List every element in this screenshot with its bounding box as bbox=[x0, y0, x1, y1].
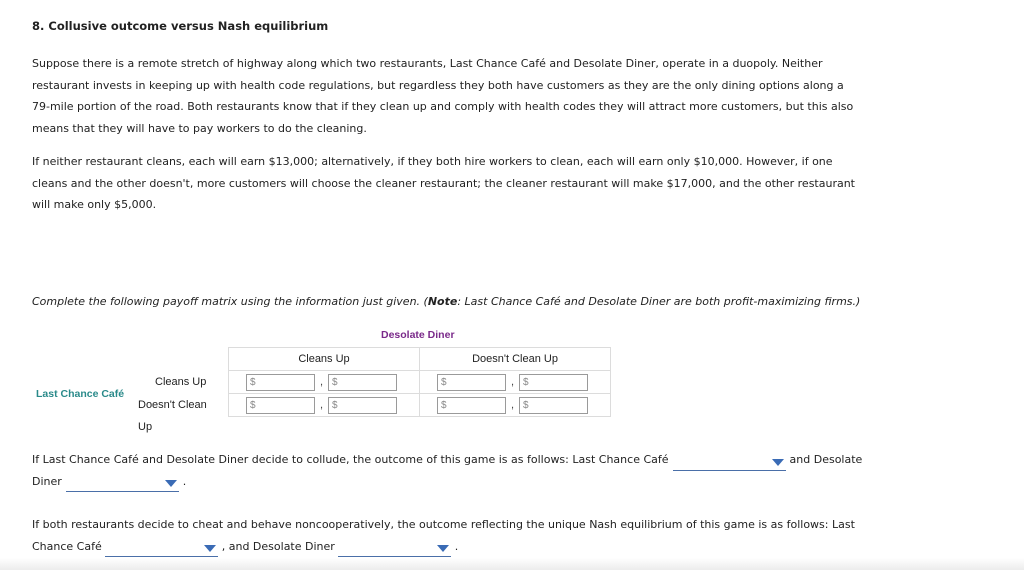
row-strategy-cleans-up: Cleans Up bbox=[155, 376, 207, 388]
payoff-input-row-cleans-col-doesnt-desolate[interactable]: $ bbox=[519, 374, 588, 391]
column-strategy-cleans-up: Cleans Up bbox=[229, 348, 420, 371]
column-player-label: Desolate Diner bbox=[381, 329, 455, 341]
payoff-input-row-doesnt-col-cleans-last-chance[interactable]: $ bbox=[246, 397, 315, 414]
cell-cleans-cleans: $ , $ bbox=[229, 371, 420, 394]
nash-desolate-dropdown[interactable] bbox=[338, 542, 451, 557]
nash-text-a: If both restaurants decide to cheat and behave noncooperatively, the outcome reflecting the unique Nash equilibrium of this game is as follows: Last Chance Café bbox=[32, 518, 855, 553]
matrix-instruction bbox=[32, 295, 860, 308]
note-label: Note bbox=[427, 295, 458, 308]
payoff-input-row-doesnt-col-doesnt-last-chance[interactable]: $ bbox=[437, 397, 506, 414]
bottom-edge-shadow bbox=[0, 558, 1024, 570]
payoff-input-row-doesnt-col-doesnt-desolate[interactable]: $ bbox=[519, 397, 588, 414]
payoff-input-row-cleans-col-cleans-last-chance[interactable]: $ bbox=[246, 374, 315, 391]
payoff-input-row-doesnt-col-cleans-desolate[interactable]: $ bbox=[328, 397, 397, 414]
cell-doesnt-cleans: $ , $ bbox=[229, 394, 420, 417]
note-text: : Last Chance Café and Desolate Diner are both profit-maximizing firms.) bbox=[457, 295, 861, 308]
collusion-last-chance-dropdown[interactable] bbox=[673, 456, 786, 471]
nash-last-chance-dropdown[interactable] bbox=[105, 542, 218, 557]
instruction-prefix: Complete the following payoff matrix using the information just given. ( bbox=[32, 295, 428, 308]
question-title: 8. Collusive outcome versus Nash equilibrium bbox=[32, 19, 329, 33]
collusion-question bbox=[32, 449, 872, 492]
row-player-label: Last Chance Café bbox=[36, 388, 125, 400]
collusion-text-a: If Last Chance Café and Desolate Diner decide to collude, the outcome of this game is as follows: Last Chance Café bbox=[32, 453, 669, 466]
chevron-down-icon bbox=[772, 459, 784, 466]
chevron-down-icon bbox=[204, 545, 216, 552]
nash-text-c: . bbox=[454, 539, 459, 553]
chevron-down-icon bbox=[165, 480, 177, 487]
payoff-matrix bbox=[228, 347, 611, 417]
nash-text-b: , and Desolate Diner bbox=[221, 539, 335, 553]
column-strategy-doesnt-clean-up: Doesn't Clean Up bbox=[420, 348, 611, 371]
cell-doesnt-doesnt: $ , $ bbox=[420, 394, 611, 417]
row-strategy-doesnt-clean-up: Doesn't Clean Up bbox=[138, 399, 207, 433]
payoff-input-row-cleans-col-doesnt-last-chance[interactable]: $ bbox=[437, 374, 506, 391]
payoff-paragraph: If neither restaurant cleans, each will earn $13,000; alternatively, if they both hire workers to clean, each will earn only $10,000. However, if one cleans and the other doesn't, more customers will choose the cleaner restaurant; the cleaner restaurant will make $17,000, and the other restaurant will make only $5,000. bbox=[32, 155, 855, 211]
collusion-text-b: and Desolate Diner bbox=[32, 453, 863, 488]
nash-question bbox=[32, 514, 872, 557]
collusion-desolate-dropdown[interactable] bbox=[66, 477, 179, 492]
cell-cleans-doesnt: $ , $ bbox=[420, 371, 611, 394]
chevron-down-icon bbox=[437, 545, 449, 552]
payoff-input-row-cleans-col-cleans-desolate[interactable]: $ bbox=[328, 374, 397, 391]
collusion-text-c: . bbox=[182, 474, 187, 488]
scenario-paragraph: Suppose there is a remote stretch of highway along which two restaurants, Last Chance Café and Desolate Diner, operate in a duopoly. Neither restaurant invests in keeping up with health code regulations, but regardless they both have customers as they are the only dining options along a 79-mile portion of the road. Both restaurants know that if they clean up and comply with health codes they will attract more customers, but this also means that they will have to pay workers to do the cleaning. bbox=[32, 57, 854, 135]
